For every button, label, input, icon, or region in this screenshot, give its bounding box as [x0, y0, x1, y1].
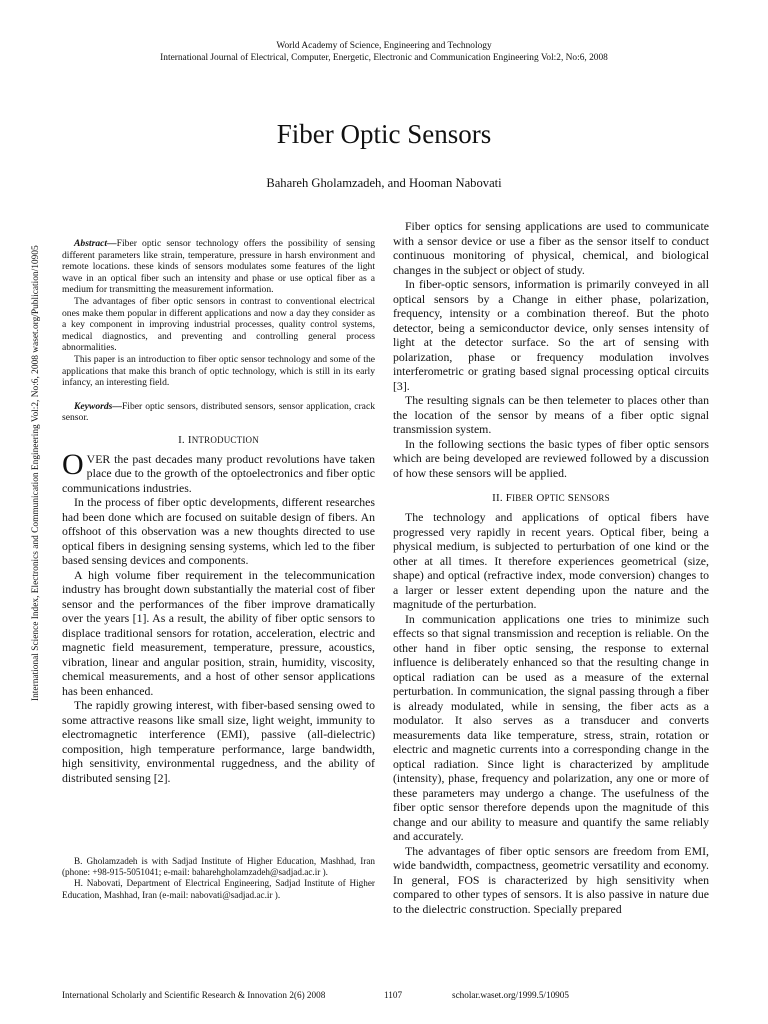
abstract-paragraph-3: This paper is an introduction to fiber optic sensor technology and some of the applications that make this branch of optic technology, which is still in its early infancy, an interesting field.	[62, 353, 375, 389]
right-column	[393, 219, 709, 916]
section2-paragraph-2: In communication applications one tries to minimize such effects so that signal transmission and reception is reliable. On the other hand in fiber optic sensing, the response to external influence is deliberately enhanced so that the resulting change in optical radiation can be used as a measure of the external perturbation. In communication, the signal passing through a fiber is already modulated, while in sensing, the fiber acts as a modulator. It also serves as a transducer and converts measurements data like temperature, stress, strain, rotation or electric and magnetic currents into a corresponding change in the optical radiation. Since light is characterized by amplitude (intensity), phase, frequency and polarization, any one or more of these parameters may undergo a change. The usefulness of the fiber optic sensor therefore depends upon the magnitude of this change and our ability to measure and quantify the same reliably and accurately.	[393, 611, 709, 843]
keywords-text: Fiber optic sensors, distributed sensors, sensor application, crack sensor.	[62, 400, 375, 424]
footnotes	[62, 856, 375, 901]
intro-paragraph-2: In the process of fiber optic developments, different researches had been done which are focused on suitable design of fibers. An offshoot of this observation was a new thoughts directed to use optical fibers in designing sensing systems, which led to the fiber based sensing devices and components.	[62, 495, 375, 568]
side-note: International Science Index, Electronics and Communication Engineering Vol:2, No:6, 2008 waset.org/Publication/10905	[31, 245, 41, 701]
header-line-2: International Journal of Electrical, Computer, Energetic, Electronic and Communication Engineering Vol:2, No:6, 2008	[160, 53, 608, 63]
right-paragraph-2: In fiber-optic sensors, information is primarily conveyed in all optical sensors by a Change in either phase, polarization, frequency, intensity or a combination thereof. But the photo detector, being a semiconductor device, only senses intensity of light at the detector surface. So the art of sensing with polarization, phase or frequency modulation involves interferometric or grating based signal processing optical circuits [3].	[393, 277, 709, 393]
page-number: 1107	[384, 990, 403, 1000]
abstract-paragraph-2: The advantages of fiber optic sensors in contrast to conventional electrical ones make them popular in different applications and now a day they consider as a key component in improving industrial processes, quality control systems, medical diagnostics, and preventing and controlling general process abnormalities.	[62, 295, 375, 354]
abstract-text-1: Fiber optic sensor technology offers the possibility of sensing different parameters like strain, temperature, pressure in harsh environment and remote locations. these kinds of sensors modulates some features of the light wave in an optical fiber such an intensity and phase or use optical fiber as a medium for transmitting the measurement information.	[62, 238, 375, 296]
header-line-1: World Academy of Science, Engineering and Technology	[276, 41, 492, 51]
section2-paragraph-3: The advantages of fiber optic sensors are freedom from EMI, wide bandwidth, compactness, geometric versatility and economy. In general, FOS is characterized by high sensitivity when compared to other types of sensors. It is also passive in nature due to the dielectric construction. Specially prepared	[393, 843, 709, 916]
abstract-label: Abstract—	[74, 238, 117, 249]
intro-paragraph-3: A high volume fiber requirement in the telecommunication industry has brought down substantially the material cost of fiber sensor and the performances of the fiber improve dramatically over the years [1]. As a result, the ability of fiber optic sensors to displace traditional sensors for rotation, acceleration, electric and magnetic field measurement, temperature, pressure, acoustics, vibration, linear and angular position, strain, humidity, viscosity, chemical measurements, and a host of other sensor applications has been enhanced.	[62, 567, 375, 698]
footnote-2: H. Nabovati, Department of Electrical Engineering, Sadjad Institute of Higher Education, Mashhad, Iran (e-mail: nabovati@sadjad.ac.ir ).	[62, 878, 375, 900]
footnote-1: B. Gholamzadeh is with Sadjad Institute of Higher Education, Mashhad, Iran (phone: +98-915-5051041; e-mail: baharehgholamzadeh@sadjad.ac.ir ).	[62, 856, 375, 878]
footer-publisher: International Scholarly and Scientific Research & Innovation 2(6) 2008	[62, 990, 326, 1000]
intro-paragraph-1: OVER the past decades many product revolutions have taken place due to the growth of the optoelectronics and fiber optic communications industries.	[62, 447, 375, 495]
right-paragraph-4: In the following sections the basic types of fiber optic sensors which are being developed are reviewed followed by a discussion of how these sensors will be applied.	[393, 436, 709, 480]
right-paragraph-3: The resulting signals can be then telemeter to places other than the location of the sensor by means of a fiber optic signal transmission system.	[393, 393, 709, 436]
keywords-label: Keywords—	[74, 400, 122, 412]
footer-url[interactable]: scholar.waset.org/1999.5/10905	[452, 990, 569, 1000]
paper-authors: Bahareh Gholamzadeh, and Hooman Nabovati	[266, 176, 502, 190]
section-heading-fiber-optic-sensors: II. FIBER OPTIC SENSORS	[492, 492, 610, 504]
section-heading-introduction: I. INTRODUCTION	[178, 433, 259, 446]
section2-paragraph-1: The technology and applications of optical fibers have progressed very rapidly in recent years. Optical fiber, being a physical medium, is subjected to perturbation of one kind or the other at all times. It therefore experiences geometrical (size, shape) and optical (refractive index, mode conversion) changes to a larger or lesser extent depending upon the nature and the magnitude of the perturbation.	[393, 510, 709, 611]
paper-title: Fiber Optic Sensors	[276, 119, 492, 149]
right-paragraph-1: Fiber optics for sensing applications are used to communicate with a sensor device or use a fiber as the sensor itself to conduct continuous monitoring of physical, chemical, and biological changes in the subject or object of study.	[393, 219, 709, 277]
intro-paragraph-4: The rapidly growing interest, with fiber-based sensing owed to some attractive reasons like small size, light weight, immunity to electromagnetic interference (EMI), passive (all-dielectric) composition, high temperature performance, large bandwidth, high sensitivity, environmental ruggedness, and the ability of distributed sensing [2].	[62, 698, 375, 785]
drop-cap: O	[62, 447, 84, 481]
left-column	[62, 238, 375, 785]
abstract-paragraph	[62, 238, 375, 296]
journal-header	[0, 40, 768, 64]
keywords-paragraph	[62, 401, 375, 424]
